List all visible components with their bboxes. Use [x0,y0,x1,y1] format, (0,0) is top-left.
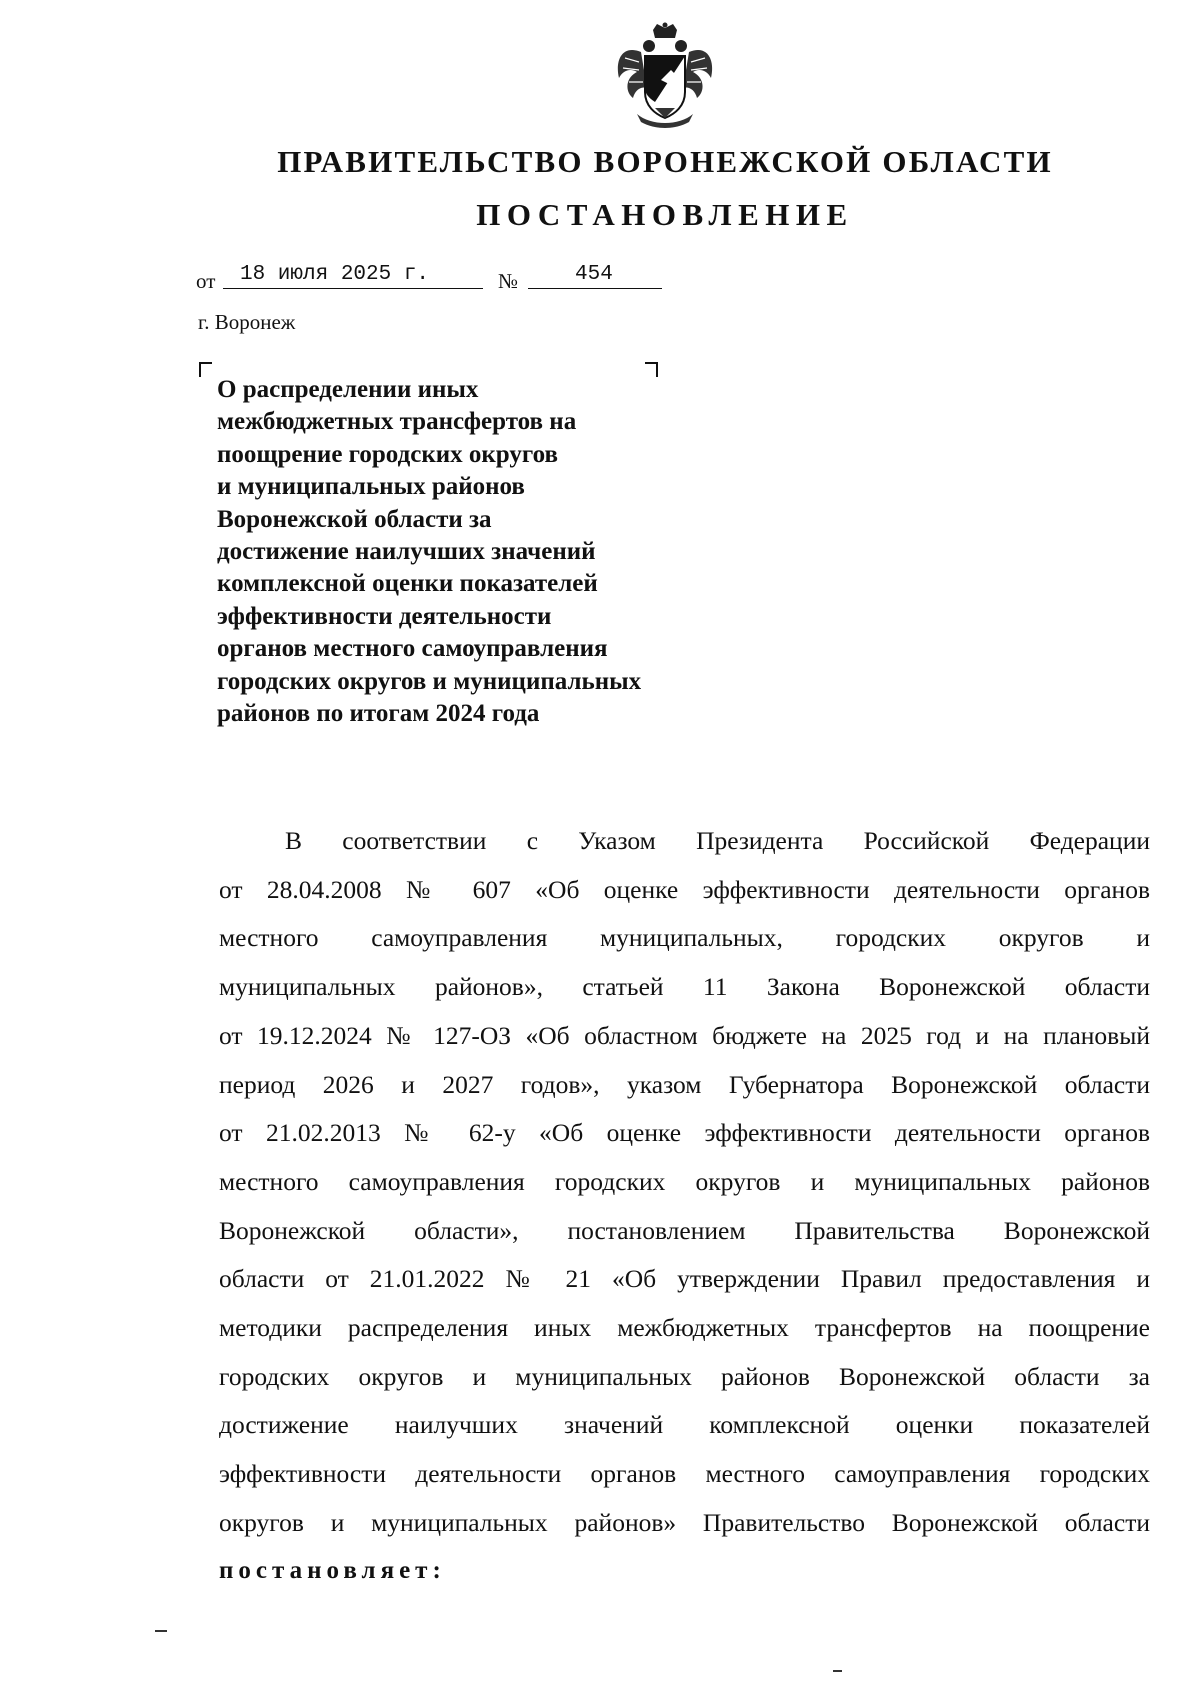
subject-line: Воронежской области за [217,505,492,533]
number-prefix: № [498,269,519,293]
subject-line: районов по итогам 2024 года [217,700,540,728]
subject-line: органов местного самоуправления [217,635,608,663]
document-date: 18 июля 2025 г. [223,263,483,289]
body-line: местного самоуправления муниципальных, городских округов и [219,923,1150,953]
scan-mark [155,1630,167,1632]
date-prefix: от [196,269,216,293]
subject-line: поощрение городских округов [217,440,558,468]
document-subject [217,374,717,730]
body-line: от 19.12.2024 № 127-ОЗ «Об областном бюджете на 2025 год и на плановый [219,1020,1150,1050]
decree-colon: : [432,1557,441,1584]
document-type: ПОСТАНОВЛЕНИЕ [476,197,854,232]
body-line: городских округов и муниципальных районов Воронежской области за [219,1361,1150,1391]
subject-line: и муниципальных районов [217,473,525,501]
body-line: В соответствии с Указом Президента Российской Федерации [285,826,1150,855]
body-line: методики распределения иных межбюджетных трансфертов на поощрение [219,1313,1150,1343]
subject-line: межбюджетных трансфертов на [217,408,577,436]
subject-line: городских округов и муниципальных [217,667,642,695]
body-line: области от 21.01.2022 № 21 «Об утверждении Правил предоставления и [219,1264,1150,1294]
body-line: округов и муниципальных районов» Правительство Воронежской области [219,1507,1150,1537]
body-line: муниципальных районов», статьей 11 Закона Воронежской области [219,972,1150,1002]
document-number: 454 [528,263,662,289]
decree-word [219,1556,441,1586]
coat-of-arms-icon [611,22,719,132]
subject-line: достижение наилучших значений [217,538,596,566]
subject-line: эффективности деятельности [217,602,552,630]
body-line: от 28.04.2008 № 607 «Об оценке эффективности деятельности органов [219,874,1150,904]
body-line: период 2026 и 2027 годов», указом Губернатора Воронежской области [219,1069,1150,1099]
body-line: местного самоуправления городских округов и муниципальных районов [219,1166,1150,1196]
subject-line: комплексной оценки показателей [217,570,598,598]
body-line: эффективности деятельности органов местного самоуправления городских [219,1459,1150,1489]
body-paragraph [219,817,1150,1548]
subject-bracket-left [199,362,212,377]
body-line: от 21.02.2013 № 62-у «Об оценке эффективности деятельности органов [219,1118,1150,1148]
city: г. Воронеж [198,310,296,334]
subject-line: О распределении иных [217,376,479,403]
scan-mark [833,1670,842,1672]
body-line: Воронежской области», постановлением Правительства Воронежской [219,1215,1150,1245]
organization-title: ПРАВИТЕЛЬСТВО ВОРОНЕЖСКОЙ ОБЛАСТИ [277,144,1053,179]
decree-word-text: постановляет [219,1557,433,1584]
body-line: достижение наилучших значений комплексной оценки показателей [219,1410,1150,1440]
